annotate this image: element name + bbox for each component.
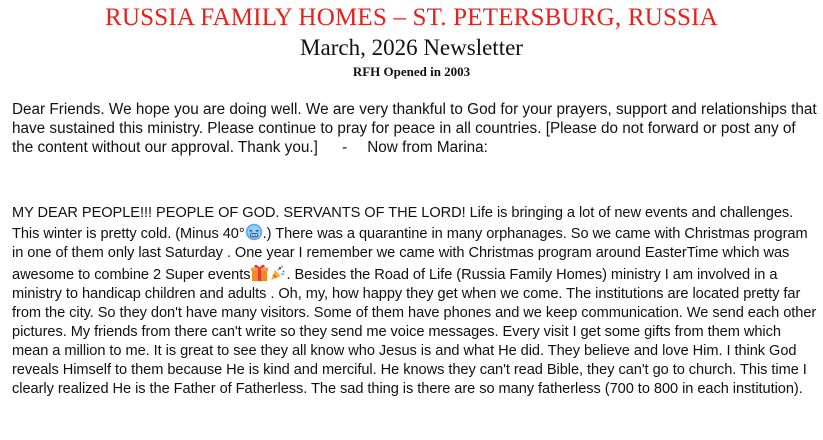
intro-dash: - xyxy=(342,139,348,156)
letter-paragraph xyxy=(12,204,820,399)
cold-face-icon xyxy=(245,223,263,241)
intro-greeting: Dear Friends. We hope you are doing well. We are very thankful to God for your prayers, support and relationships that have sustained this ministry. Please continue to pray for peace in all countries. [Please do not forward or post any of the content without our approval. Thank you.] xyxy=(12,101,817,156)
letter-part-1: MY DEAR PEOPLE!!! PEOPLE OF GOD. SERVANTS OF THE LORD! Life is bringing a lot of new events and challenges. This winter is pretty cold. (Minus 40° xyxy=(12,205,794,242)
letter-part-2: .) There was a quarantine in many orphanages. So we came with Christmas program in one of them only last Saturday . One year I remember we came with Christmas program around EasterTime which was awesome to combine 2 Super events xyxy=(12,226,808,283)
newsletter-date: March, 2026 Newsletter xyxy=(300,35,523,60)
party-popper-icon xyxy=(269,265,286,282)
letter-part-3: . Besides the Road of Life (Russia Family Homes) ministry I am involved in a ministry to handicap children and adults . Oh, my, how happy they get when we come. The institutions are located pretty far from the city. So they don't have many visitors. Some of them have phones and we keep communication. We send each other pictures. My friends from there can't write so they send me voice messages. Every visit I get some gifts from them which mean a million to me. It is great to see they all know who Jesus is and what He did. They believe and love Him. I think God reveals Himself to them because He is kind and merciful. He knows they can't read Bible, they can't go to church. This time I clearly realized He is the Father of Fatherless. The sad thing is there are so many fatherless (700 to 800 in each institution). xyxy=(12,267,817,397)
intro-from: Now from Marina: xyxy=(367,139,488,156)
newsletter-title: RUSSIA FAMILY HOMES – ST. PETERSBURG, RUSSIA xyxy=(105,4,718,31)
intro-paragraph xyxy=(12,100,820,157)
gift-icon xyxy=(250,263,269,282)
opened-year: RFH Opened in 2003 xyxy=(352,64,471,79)
